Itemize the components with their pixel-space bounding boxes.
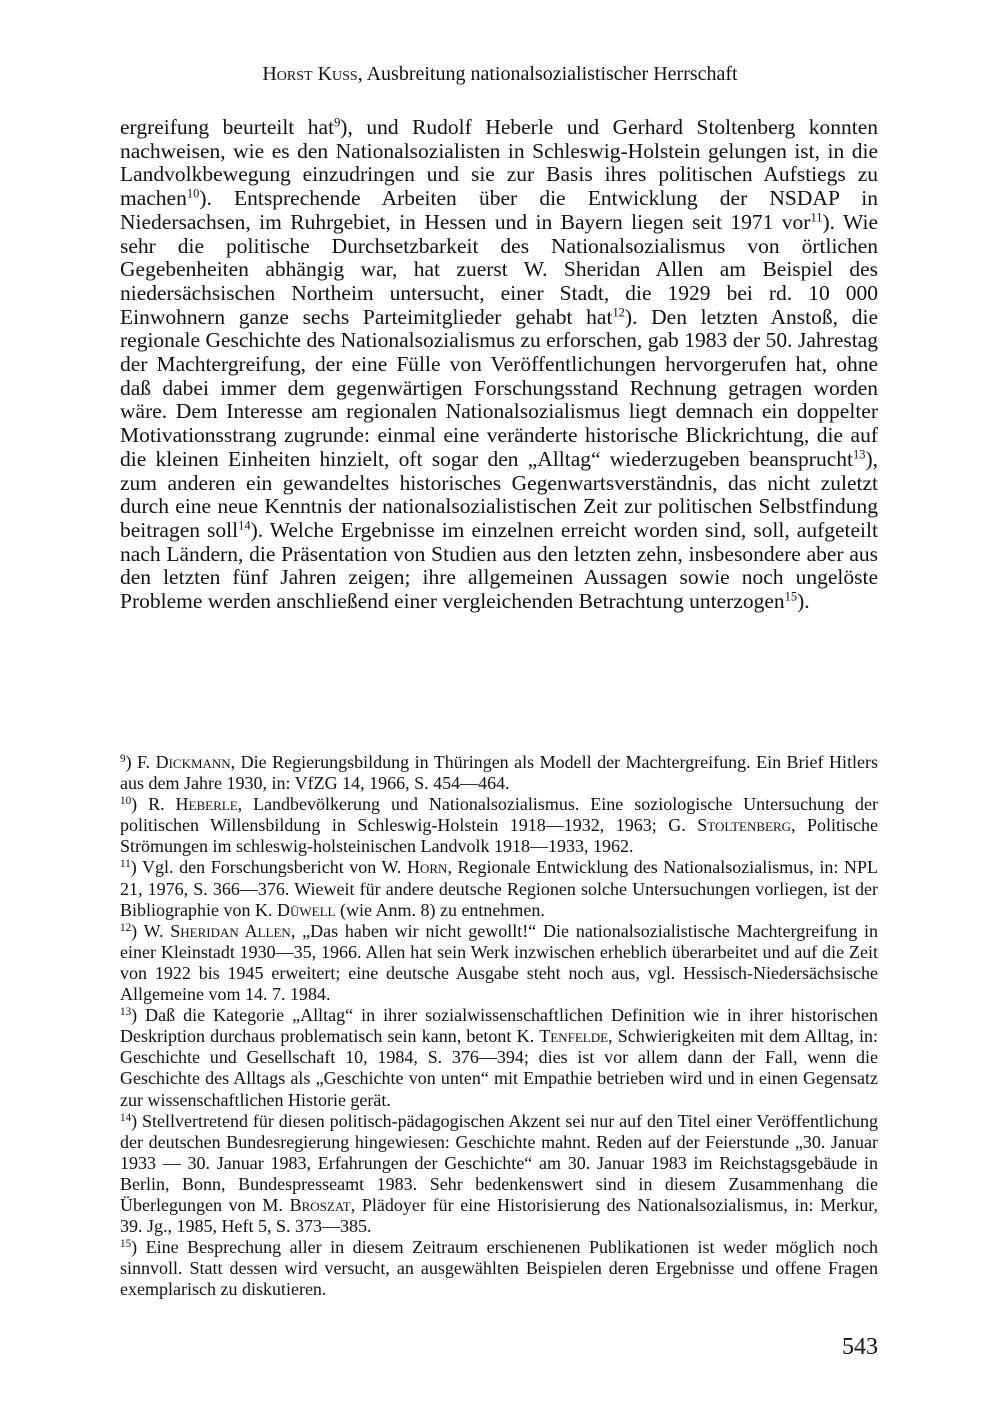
footnote-marker: 14: [120, 1111, 132, 1124]
running-head-author: Horst Kuss: [262, 63, 358, 85]
main-text: [120, 116, 878, 614]
footnote-ref-9[interactable]: 9: [334, 115, 341, 130]
footnote-marker-paren: ): [131, 920, 138, 941]
footnote-author: Heberle: [175, 794, 238, 815]
footnote-text: W.: [137, 920, 171, 941]
footnote-ref-13[interactable]: 13: [852, 447, 866, 462]
body-text-segment: ), und Rudolf Heberle und Gerhard Stoltenberg konnten nachweisen, wie es den Nationalsozialisten in Schleswig-Holstein gelungen ist, in die Landvolkbewegung einzudringen und sie zur Basis ihres politischen Aufstiegs zu machen: [120, 115, 879, 211]
footnote-text: , Politische Strömungen im schleswig-holsteinischen Landvolk 1918—1933, 1962.: [120, 815, 879, 857]
footnote-marker-paren: ): [131, 1005, 138, 1026]
footnote-marker-paren: ): [125, 752, 132, 772]
running-head: [120, 62, 880, 86]
footnote-ref-12[interactable]: 12: [612, 304, 625, 319]
footnote-14: [120, 1111, 878, 1238]
footnote-text: Vgl. den Forschungsbericht von W.: [136, 857, 407, 878]
footnote-text: Daß die Kategorie „Alltag“ in ihrer sozialwissenschaftlichen Definition wie in ihrer historischen Deskription durchaus problematisch sein kann, betont K.: [120, 1005, 878, 1047]
footnote-text: F.: [131, 752, 156, 772]
footnote-author: Tenfelde: [539, 1026, 609, 1047]
body-text-segment: ). Wie sehr die politische Durchsetzbarkeit des Nationalsozialismus von örtlichen Gegebenheiten abhängig war, hat zuerst W. Sheridan Allen am Beispiel des niedersächsischen Northeim untersucht, einer Stadt, die 1929 bei rd. 10 000 Einwohnern ganze sechs Parteimitglieder gehabt hat: [120, 209, 878, 329]
footnote-author: Dickmann: [155, 752, 231, 772]
footnote-10: [120, 794, 878, 857]
footnote-marker-paren: ): [131, 1110, 138, 1131]
footnote-ref-14[interactable]: 14: [238, 518, 251, 533]
footnote-15: [120, 1237, 878, 1300]
footnote-text: R.: [137, 794, 176, 815]
footnote-marker: 11: [120, 858, 131, 871]
body-text-segment: ). Den letzten Anstoß, die regionale Geschichte des Nationalsozialismus zu erforschen, gab 1983 der 50. Jahrestag der Machtergreifung, der eine Fülle von Veröffentlichungen hervorgerufen hat, ohne daß dabei immer dem gegenwärtigen Forschungsstand Rechnung getragen worden wäre. Dem Interesse am regionalen Nationalsozialismus liegt demnach ein doppelter Motivationsstrang zugrunde: einmal eine veränderte historische Blickrichtung, die auf die kleinen Einheiten hinzielt, oft sogar den „Alltag“ wiederzugeben beansprucht: [120, 304, 878, 471]
footnote-text: , Regionale Entwicklung des Nationalsozialismus, in: NPL 21, 1976, S. 366—376. Wieweit für andere deutsche Regionen solche Untersuchungen vorliegen, ist der Bibliographie von K.: [120, 857, 878, 920]
body-text-segment: ). Welche Ergebnisse im einzelnen erreicht worden sind, soll, aufgeteilt nach Ländern, die Präsentation von Studien aus den letzten zehn, insbesondere aber aus den letzten fünf Jahren zeigen; ihre allgemeinen Aussagen sowie noch ungelöste Probleme werden anschließend einer vergleichenden Betrachtung unterzogen: [120, 517, 878, 614]
footnote-author: Broszat: [289, 1194, 351, 1215]
footnote-text: Stellvertretend für diesen politisch-pädagogischen Akzent sei nur auf den Titel einer Veröffentlichung der deutschen Bundesregierung hingewiesen: Geschichte mahnt. Reden auf der Feierstunde „30. Januar 1933 — 30. Januar 1983, Erfahrungen der Geschichte“ am 30. Januar 1983 im Reichstagsgebäude in Berlin, Bonn, Bundespresseamt 1983. Sehr bedenkenswert sind in diesem Zusammenhang die Überlegungen von M.: [120, 1110, 878, 1215]
footnote-marker-paren: ): [130, 857, 137, 878]
footnote-text: , Plädoyer für eine Historisierung des Nationalsozialismus, in: Merkur, 39. Jg., 1985, Heft 5, S. 373—385.: [120, 1194, 878, 1237]
footnote-12: [120, 921, 878, 1005]
running-head-title: , Ausbreitung nationalsozialistischer Herrschaft: [357, 63, 738, 85]
footnote-text: (wie Anm. 8) zu entnehmen.: [335, 899, 545, 920]
footnote-text: Eine Besprechung aller in diesem Zeitraum erschienenen Publikationen ist weder möglich noch sinnvoll. Statt dessen wird versucht, an ausgewählten Beispielen deren Ergebnisse und offene Fragen exemplarisch zu diskutieren.: [120, 1237, 878, 1300]
footnote-marker: 10: [120, 795, 132, 808]
footnote-marker-paren: ): [131, 1237, 138, 1258]
footnote-marker-paren: ): [131, 794, 138, 815]
body-paragraph: [120, 116, 878, 614]
footnote-text: , Die Regierungsbildung in Thüringen als Modell der Machtergreifung. Ein Brief Hitlers aus dem Jahre 1930, in: VfZG 14, 1966, S. 454—464.: [120, 752, 878, 794]
page-number: 543: [842, 1334, 878, 1360]
footnote-ref-10[interactable]: 10: [186, 186, 200, 201]
footnote-ref-11[interactable]: 11: [810, 210, 823, 225]
footnote-author: Sheridan Allen: [170, 920, 291, 941]
footnotes: [120, 752, 878, 1300]
footnote-13: [120, 1005, 878, 1110]
footnote-text: , „Das haben wir nicht gewollt!“ Die nationalsozialistische Machtergreifung in einer Kleinstadt 1930—35, 1966. Allen hat sein Werk inzwischen erheblich überarbeitet und auf die Zeit von 1922 bis 1945 erweitert; eine deutsche Ausgabe steht noch aus, vgl. Hessisch-Niedersächsische Allgemeine vom 14. 7. 1984.: [120, 920, 878, 1005]
body-text-segment: ergreifung beurteilt hat: [120, 115, 335, 139]
body-text-segment: ), zum anderen ein gewandeltes historisches Gegenwartsverständnis, das nicht zuletzt durch eine neue Kenntnis der nationalsozialistischen Zeit zur politischen Selbstfindung beitragen soll: [120, 446, 878, 542]
footnote-ref-15[interactable]: 15: [784, 589, 798, 604]
footnote-text: , Landbevölkerung und Nationalsozialismus. Eine soziologische Untersuchung der politischen Willensbildung in Schleswig-Holstein 1918—1932, 1963; G.: [120, 794, 878, 836]
footnote-marker: 13: [120, 1006, 132, 1018]
footnote-marker: 12: [120, 921, 132, 934]
footnote-marker: 15: [120, 1238, 132, 1251]
footnote-author: Düwell: [276, 899, 336, 920]
footnote-11: [120, 857, 878, 920]
footnote-9: [120, 752, 878, 794]
footnote-author: Horn: [407, 857, 448, 878]
footnote-text: , Schwierigkeiten mit dem Alltag, in: Geschichte und Gesellschaft 10, 1984, S. 376—394; dies ist vor allem dann der Fall, wenn die Geschichte des Alltags als „Geschichte von unten“ mit Empathie betrieben wird und in einen Gegensatz zur wissenschaftlichen Historie gerät.: [120, 1026, 878, 1110]
footnote-author: Stoltenberg: [697, 815, 792, 836]
body-text-segment: ). Entsprechende Arbeiten über die Entwicklung der NSDAP in Niedersachsen, im Ruhrgebiet, in Hessen und in Bayern liegen seit 1971 vor: [120, 186, 878, 234]
footnote-marker: 9: [120, 752, 126, 765]
body-text-segment: ).: [797, 589, 810, 614]
